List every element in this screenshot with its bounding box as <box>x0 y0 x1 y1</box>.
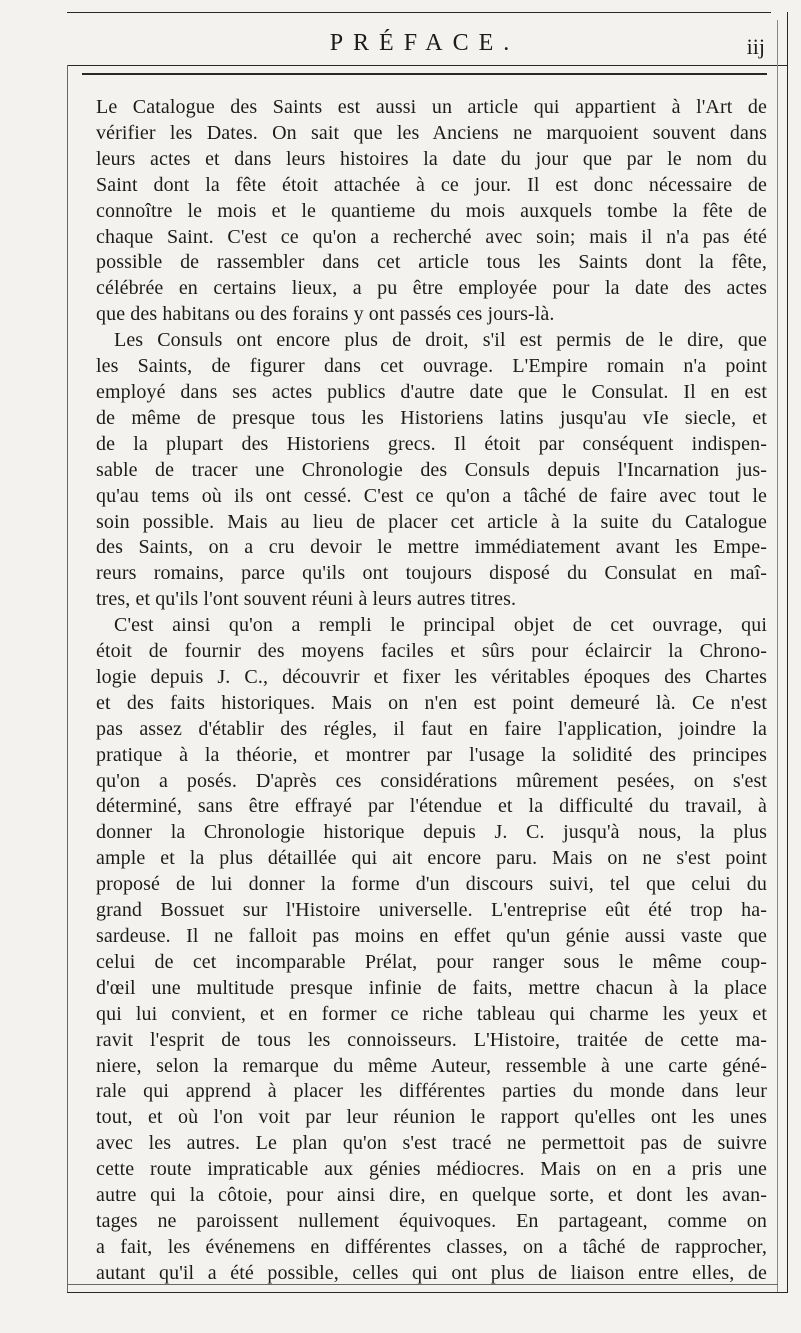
frame-right-rule <box>787 12 788 1293</box>
text-line: logie depuis J. C., découvrir et fixer les véritables époques des Chartes <box>96 665 767 688</box>
text-line: Le Catalogue des Saints est aussi un article qui appartient à l'Art de <box>96 96 767 118</box>
text-line: célébrée en certains lieux, a pu être employée pour la date des actes <box>96 277 767 300</box>
text-line: ravit l'esprit de tous les connoisseurs. L'Histoire, traitée de cette ma- <box>96 1028 767 1051</box>
text-line: cette route impraticable aux génies médiocres. Mais on en a pris une <box>96 1158 767 1181</box>
text-line: chaque Saint. C'est ce qu'on a recherché avec soin; mais il n'a pas été <box>96 225 767 248</box>
text-line: soin possible. Mais au lieu de placer cet article à la suite du Catalogue <box>96 510 767 533</box>
text-line: qu'on a posés. D'après ces considérations mûrement pesées, on s'est <box>96 769 767 792</box>
text-line: tres, et qu'ils l'ont souvent réuni à leurs autres titres. <box>96 588 517 611</box>
text-line: possible de rassembler dans cet article tous les Saints dont la fête, <box>96 251 767 274</box>
page-number: iij <box>746 34 765 59</box>
text-line: de la plupart des Historiens grecs. Il étoit par conséquent indispen- <box>96 432 767 455</box>
text-line: et des faits historiques. Mais on n'en est point demeuré là. Ce n'est <box>96 691 767 714</box>
text-line: employé dans ses actes publics d'autre date que le Consulat. Il en est <box>96 380 767 403</box>
paragraph-saints <box>96 95 767 328</box>
text-line: de même de presque tous les Historiens latins jusqu'au vIe siecle, et <box>96 406 767 429</box>
frame-bottom-rule <box>67 1292 788 1293</box>
text-line: des Saints, on a cru devoir le mettre immédiatement avant les Empe- <box>96 536 767 559</box>
text-line: grand Bossuet sur l'Histoire universelle. L'entreprise eût été trop ha- <box>96 899 767 922</box>
text-line: tout, et où l'on voit par leur réunion le rapport qu'elles ont les unes <box>96 1106 767 1129</box>
text-line: reurs romains, parce qu'ils ont toujours disposé du Consulat en maî- <box>96 562 767 585</box>
text-line: sardeuse. Il ne falloit pas moins en effet qu'un génie aussi vaste que <box>96 925 767 947</box>
text-line: proposé de lui donner la forme d'un discours suivi, tel que celui du <box>96 873 767 896</box>
text-line: déterminé, sans être effrayé par l'étendue et la difficulté du travail, à <box>96 795 767 818</box>
text-line: que des habitans ou des forains y ont passés ces jours-là. <box>96 303 555 326</box>
text-line: C'est ainsi qu'on a rempli le principal objet de cet ouvrage, qui <box>114 614 767 637</box>
text-line: vérifier les Dates. On sait que les Anciens ne marquoient souvent dans <box>96 121 767 144</box>
text-line: connoître le mois et le quantieme du mois auxquels tombe la fête de <box>96 199 767 222</box>
text-line: autre qui la côtoie, pour ainsi dire, en quelque sorte, et dont les avan- <box>96 1184 767 1207</box>
text-line: qu'au tems où ils ont cessé. C'est ce qu'on a tâché de faire avec tout le <box>96 484 767 507</box>
text-line: rale qui apprend à placer les différentes parties du monde dans leur <box>96 1080 767 1103</box>
text-line: sable de tracer une Chronologie des Consuls depuis l'Incarnation jus- <box>96 458 767 481</box>
text-line: donner la Chronologie historique depuis J. C. jusqu'à nous, la plus <box>96 821 767 844</box>
frame-left-rule <box>67 65 68 1293</box>
text-line: ample et la plus détaillée qui ait encore paru. Mais on ne s'est point <box>96 847 767 870</box>
paragraph-chronologie <box>96 613 767 1287</box>
header-rule <box>82 73 767 75</box>
text-line: qui lui convient, et en former ce riche tableau qui charme les yeux et <box>96 1002 767 1025</box>
body-text <box>96 95 767 1287</box>
text-line: pas assez d'établir des régles, il faut en faire l'application, joindre la <box>96 717 767 740</box>
paragraph-consuls <box>96 328 767 613</box>
text-line: avec les autres. Le plan qu'on s'est tracé ne permettoit pas de suivre <box>96 1132 767 1155</box>
page-header <box>82 30 767 70</box>
text-line: a fait, les événemens en différentes classes, on a tâché de rapprocher, <box>96 1235 767 1258</box>
text-line: celui de cet incomparable Prélat, pour ranger sous le même coup- <box>96 950 767 973</box>
top-border-rule <box>67 12 771 13</box>
running-title: PRÉFACE. <box>329 30 520 56</box>
text-line: étoit de fournir des moyens faciles et sûrs pour éclaircir la Chrono- <box>96 640 767 663</box>
text-line: niere, selon la remarque du même Auteur, ressemble à une carte géné- <box>96 1054 767 1077</box>
text-line: pratique à la théorie, et montrer par l'usage la solidité des principes <box>96 743 767 766</box>
text-line: Les Consuls ont encore plus de droit, s'il est permis de le dire, que <box>114 329 767 352</box>
text-line: Saint dont la fête étoit attachée à ce jour. Il est donc nécessaire de <box>96 173 767 196</box>
text-line: tages ne paroissent nullement équivoques. En partageant, comme on <box>96 1209 767 1232</box>
text-line: d'œil une multitude presque infinie de faits, mettre chacun à la place <box>96 976 767 999</box>
text-line: autant qu'il a été possible, celles qui ont plus de liaison entre elles, de <box>96 1261 767 1284</box>
frame-inner-right-rule <box>777 20 778 1293</box>
text-line: les Saints, de figurer dans cet ouvrage. L'Empire romain n'a point <box>96 355 767 378</box>
text-line: leurs actes et dans leurs histoires la date du jour que par le nom du <box>96 147 767 170</box>
